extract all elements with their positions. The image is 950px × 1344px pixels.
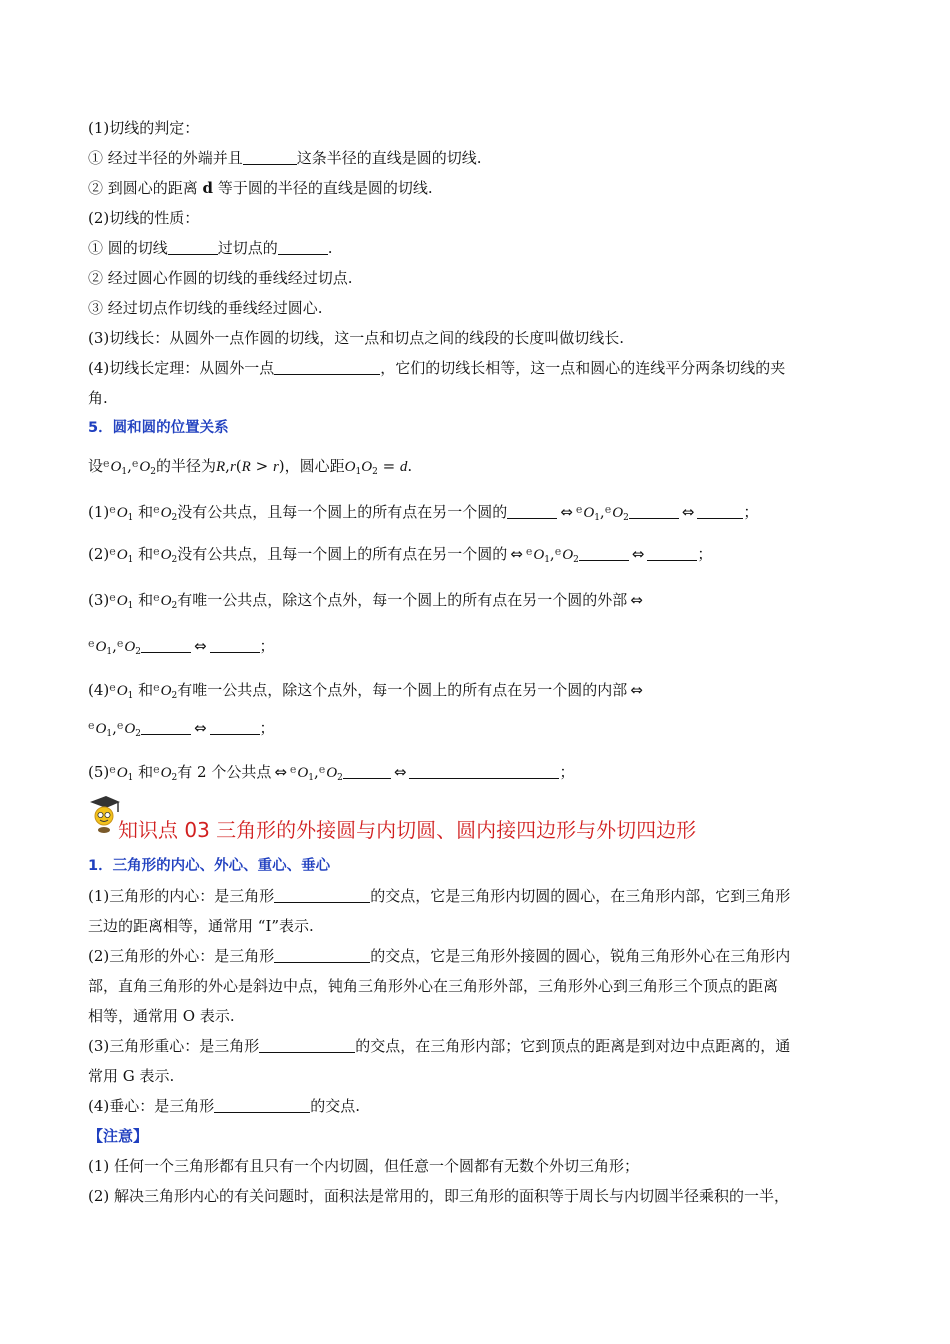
circle-symbol: e <box>109 681 116 694</box>
math-O: O <box>116 505 128 521</box>
equiv-arrow: ⇔ <box>510 545 523 563</box>
math-sub: 2 <box>171 555 178 565</box>
fill-blank <box>274 948 370 963</box>
circle-symbol: e <box>131 457 139 470</box>
scholar-mascot-icon <box>86 794 122 834</box>
text-line: (3)切线长：从圆外一点作圆的切线，这一点和切点之间的线段的长度叫做切线长. <box>88 329 625 347</box>
math-sub: 1 <box>594 513 600 523</box>
text-line <box>88 1096 360 1116</box>
fill-blank <box>243 150 297 165</box>
math-sub: 1 <box>308 773 314 783</box>
text-seg: 没有公共点，且每一个圆上的所有点在另一个圆的 <box>177 545 508 563</box>
math-O: O <box>139 459 151 475</box>
math-sub: 2 <box>135 729 141 739</box>
equiv-arrow: ⇔ <box>630 591 643 609</box>
math-sub: 2 <box>171 601 178 611</box>
math-O: O <box>361 459 373 475</box>
math-O: O <box>297 765 309 781</box>
text-seg: 和 <box>138 763 154 781</box>
fill-blank <box>259 1038 355 1053</box>
text-line <box>88 148 482 168</box>
math-sub: 1 <box>355 467 362 477</box>
text-line <box>88 1036 790 1056</box>
math-sub: 1 <box>127 773 134 783</box>
text-line: ③ 经过切点作切线的垂线经过圆心. <box>88 299 323 317</box>
text-line: 相等，通常用 O 表示. <box>88 1007 235 1025</box>
text-line <box>88 588 646 616</box>
circle-symbol: e <box>109 763 116 776</box>
text-seg: 有 2 个公共点 <box>177 763 272 781</box>
text-seg: 没有公共点，且每一个圆上的所有点在另一个圆的 <box>177 503 508 521</box>
circle-symbol: e <box>525 545 533 558</box>
math-sub: 2 <box>171 513 178 523</box>
text-seg: 和 <box>138 591 154 609</box>
math-sub: 2 <box>372 467 378 477</box>
text-seg: 的半径为 <box>155 457 216 475</box>
circle-symbol: e <box>318 763 326 776</box>
text-line <box>88 716 275 744</box>
text-line: ② 经过圆心作圆的切线的垂线经过切点. <box>88 269 353 287</box>
text-seg: 的交点，它是三角形外接圆的圆心，锐角三角形外心在三角形内 <box>370 947 791 965</box>
math-O: O <box>160 505 172 521</box>
math-comma: , <box>549 545 555 563</box>
circle-symbol: e <box>109 591 116 604</box>
fill-blank <box>141 638 191 653</box>
fill-blank <box>409 764 559 779</box>
fill-blank <box>278 240 328 255</box>
text-seg: 这条半径的直线是圆的切线. <box>296 149 482 167</box>
equiv-arrow: ⇔ <box>193 719 207 737</box>
equiv-arrow: ⇔ <box>681 503 695 521</box>
text-seg: 的交点，在三角形内部；它到顶点的距离是到对边中点距离的，通 <box>355 1037 791 1055</box>
text-line <box>88 886 790 906</box>
text-seg: 和 <box>138 681 154 699</box>
circle-symbol: e <box>153 503 160 516</box>
note-label: 【注意】 <box>88 1127 149 1145</box>
text-seg: (2) <box>88 545 110 563</box>
circle-symbol: e <box>88 637 95 650</box>
math-O: O <box>326 765 338 781</box>
circle-symbol: e <box>604 503 612 516</box>
fill-blank <box>274 360 380 375</box>
math-O: O <box>124 639 136 655</box>
math-O: O <box>110 459 122 475</box>
math-r: r <box>229 459 236 475</box>
math-O: O <box>160 683 172 699</box>
section-heading: 5．圆和圆的位置关系 <box>88 420 229 436</box>
circle-symbol: e <box>109 503 116 516</box>
text-line <box>88 238 333 258</box>
math-sub: 2 <box>135 647 141 657</box>
text-seg: ① 经过半径的外端并且 <box>88 149 243 167</box>
math-sub: 1 <box>544 555 550 565</box>
math-d: d <box>399 459 408 475</box>
math-comma: , <box>112 719 117 737</box>
circle-symbol: e <box>88 719 95 732</box>
text-line <box>88 760 574 788</box>
text-line: 三边的距离相等，通常用 “I”表示. <box>88 917 314 935</box>
math-sub: 2 <box>171 773 178 783</box>
text-line <box>88 678 646 706</box>
fill-blank <box>579 546 629 561</box>
text-seg: 设 <box>88 457 104 475</box>
text-line <box>88 500 758 528</box>
fill-blank <box>274 888 370 903</box>
circle-symbol: e <box>575 503 583 516</box>
text-seg: 和 <box>138 503 154 521</box>
text-seg: ② 到圆心的距离 <box>88 179 203 197</box>
fill-blank <box>507 504 557 519</box>
equiv-arrow: ⇔ <box>630 681 643 699</box>
circle-symbol: e <box>554 545 562 558</box>
text-line: (2) 解决三角形内心的有关问题时，面积法是常用的，即三角形的面积等于周长与内切圆半径乘积的一半， <box>88 1187 790 1205</box>
text-seg: (3)三角形重心：是三角形 <box>88 1037 260 1055</box>
text-line: (1)切线的判定： <box>88 119 200 137</box>
circle-symbol: e <box>103 457 110 470</box>
math-O: O <box>160 547 172 563</box>
text-seg: ① 圆的切线 <box>88 239 168 257</box>
text-seg: ； <box>697 545 713 563</box>
circle-symbol: e <box>116 637 124 650</box>
text-seg: (1)三角形的内心：是三角形 <box>88 887 275 905</box>
equiv-arrow: ⇔ <box>631 545 645 563</box>
circle-symbol: e <box>116 719 124 732</box>
text-seg: (1) <box>88 503 110 521</box>
text-line: 角. <box>88 389 108 407</box>
math-O: O <box>160 593 172 609</box>
math-O: O <box>562 547 574 563</box>
math-O: O <box>124 721 136 737</box>
text-line <box>88 178 433 198</box>
math-comma: , <box>599 503 605 521</box>
fill-blank <box>697 504 743 519</box>
math-sub: 2 <box>623 513 629 523</box>
math-O: O <box>116 593 128 609</box>
math-O: O <box>612 505 624 521</box>
math-sub: 1 <box>121 467 128 477</box>
text-line: (1) 任何一个三角形都有且只有一个内切圆，但任意一个圆都有无数个外切三角形； <box>88 1157 640 1175</box>
text-line <box>88 946 790 966</box>
text-seg: 的交点. <box>310 1097 361 1115</box>
text-seg: ，它们的切线长相等，这一点和圆心的连线平分两条切线的夹 <box>380 359 786 377</box>
text-seg: ； <box>559 763 575 781</box>
text-line: 设$^eO_1,^eO_2$的半径为R,r(R > r)，圆心距$O_1O_2 = d$. <box>88 457 413 477</box>
fill-blank <box>141 720 191 735</box>
section-title: 知识点 03 三角形的外接圆与内切圆、圆内接四边形与外切四边形 <box>118 818 697 842</box>
math-sub: 1 <box>127 513 134 523</box>
math-O: O <box>116 765 128 781</box>
text-seg: . <box>327 239 333 257</box>
math-r: r <box>272 459 279 475</box>
math-O: O <box>116 547 128 563</box>
equiv-arrow: ⇔ <box>393 763 407 781</box>
text-seg: (5) <box>88 763 110 781</box>
math-sub: 1 <box>106 729 113 739</box>
math-sub: 2 <box>337 773 343 783</box>
text-seg: 有唯一公共点，除这个点外，每一个圆上的所有点在另一个圆的内部 <box>177 681 628 699</box>
text-line <box>88 542 712 570</box>
math-O: O <box>116 683 128 699</box>
math-gt: > <box>250 457 273 475</box>
math-R: R <box>241 459 251 475</box>
math-sub: 2 <box>150 467 156 477</box>
text-seg: (4)切线长定理：从圆外一点 <box>88 359 275 377</box>
math-sub: 1 <box>127 555 134 565</box>
math-eq: = <box>377 457 400 475</box>
text-seg: 过切点的 <box>217 239 278 257</box>
text-line: (2)切线的性质： <box>88 209 200 227</box>
text-seg: 有唯一公共点，除这个点外，每一个圆上的所有点在另一个圆的外部 <box>177 591 628 609</box>
math-O: O <box>160 765 172 781</box>
math-O: O <box>344 459 356 475</box>
equiv-arrow: ⇔ <box>274 763 287 781</box>
subsection-heading: 1．三角形的内心、外心、重心、垂心 <box>88 858 331 874</box>
circle-symbol: e <box>153 681 160 694</box>
circle-symbol: e <box>109 545 116 558</box>
math-sub: 1 <box>127 601 134 611</box>
text-seg: (3) <box>88 591 110 609</box>
math-O: O <box>533 547 545 563</box>
text-seg: 等于圆的半径的直线是圆的切线. <box>213 179 433 197</box>
text-line: 常用 G 表示. <box>88 1067 175 1085</box>
math-O: O <box>95 639 107 655</box>
text-seg: 的交点，它是三角形内切圆的圆心，在三角形内部，它到三角形 <box>370 887 791 905</box>
text-seg: . <box>407 457 413 475</box>
circle-symbol: e <box>153 545 160 558</box>
text-seg: (4) <box>88 681 110 699</box>
math-comma: , <box>112 637 117 655</box>
circle-pair <box>103 457 156 475</box>
fill-blank <box>214 1098 310 1113</box>
math-R: R <box>216 459 226 475</box>
math-sub: 2 <box>171 691 178 701</box>
math-O: O <box>583 505 595 521</box>
math-sub: 1 <box>106 647 113 657</box>
math-comma: , <box>314 763 319 781</box>
circle-symbol: e <box>153 591 160 604</box>
text-seg-bold: d <box>202 179 214 197</box>
circle-symbol: e <box>153 763 160 776</box>
math-comma: , <box>127 457 132 475</box>
text-line <box>88 358 785 378</box>
math-O: O <box>95 721 107 737</box>
math-sub: 2 <box>573 555 579 565</box>
text-seg: ； <box>743 503 759 521</box>
math-comma: , <box>225 457 230 475</box>
text-seg: 和 <box>138 545 154 563</box>
text-line: 部，直角三角形的外心是斜边中点，钝角三角形外心在三角形外部，三角形外心到三角形三个顶点的距离 <box>88 977 779 995</box>
equiv-arrow: ⇔ <box>193 637 207 655</box>
text-seg: ，圆心距 <box>284 457 345 475</box>
fill-blank <box>629 504 679 519</box>
math-sub: 1 <box>127 691 134 701</box>
text-seg: (4)垂心：是三角形 <box>88 1097 215 1115</box>
fill-blank <box>210 638 260 653</box>
text-seg: (2)三角形的外心：是三角形 <box>88 947 275 965</box>
fill-blank <box>210 720 260 735</box>
circle-symbol: e <box>289 763 297 776</box>
fill-blank <box>647 546 697 561</box>
text-seg: ； <box>259 637 275 655</box>
fill-blank <box>168 240 218 255</box>
fill-blank <box>343 764 391 779</box>
text-seg: ； <box>259 719 275 737</box>
text-line <box>88 634 275 662</box>
equiv-arrow: ⇔ <box>560 503 573 521</box>
